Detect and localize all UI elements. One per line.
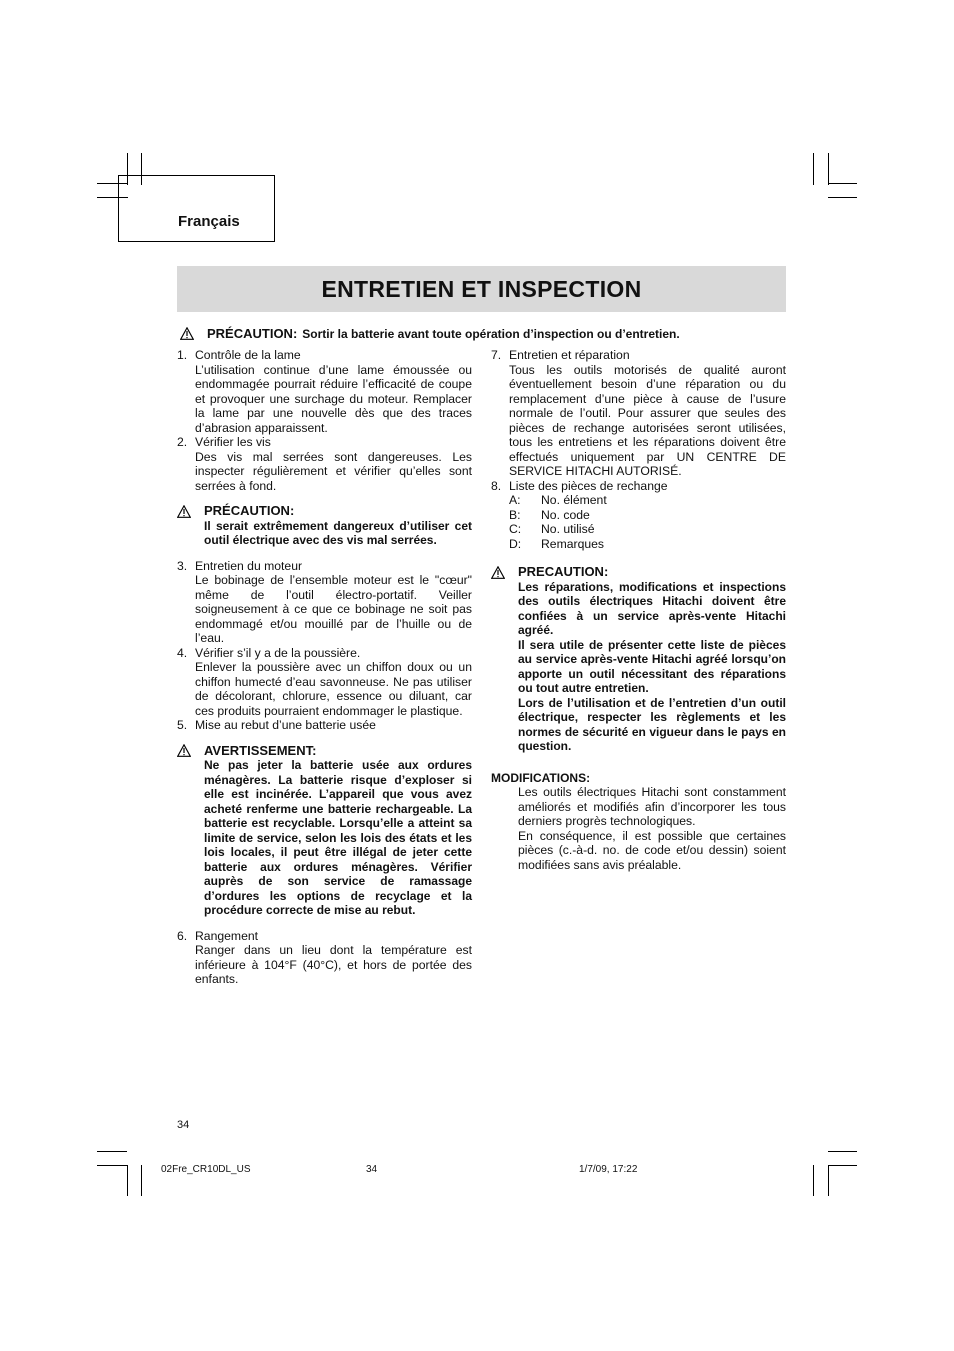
item-number: 4. [177, 645, 188, 660]
item-title: Vérifier s’il y a de la poussière. [195, 645, 361, 660]
warning-block [177, 744, 472, 918]
top-caution [180, 326, 680, 341]
item-number: 6. [177, 928, 188, 943]
top-caution-text: Sortir la batterie avant toute opération d’inspection ou d’entretien. [302, 326, 680, 341]
list-item [177, 718, 472, 733]
list-item [177, 435, 472, 493]
footer-page: 34 [366, 1164, 378, 1175]
left-column [177, 348, 472, 987]
item-title: Entretien et réparation [509, 348, 630, 362]
part-key: A: [509, 493, 521, 507]
warning-label: AVERTISSEMENT: [204, 742, 317, 758]
part-key: D: [509, 536, 522, 551]
caution-label: PRECAUTION: [518, 564, 609, 579]
item-title: Vérifier les vis [195, 435, 271, 449]
item-title: Mise au rebut d’une batterie usée [195, 718, 376, 732]
caution-paragraph: Il sera utile de présenter cette liste de pièces au service après-vente Hitachi agréé lorsqu’on apporte un outil nécessitant des réparations ou tout autre entretien. [518, 637, 786, 695]
item-number: 3. [177, 558, 188, 573]
part-key: B: [509, 507, 521, 522]
parts-list [509, 493, 786, 551]
warning-triangle-icon [177, 505, 191, 518]
part-value: Remarques [541, 536, 604, 551]
modifications-paragraph: Les outils électriques Hitachi sont constamment améliorés et modifiés afin d’incorporer les tous derniers progrès technologiques. [518, 785, 786, 828]
item-title: Rangement [195, 928, 259, 943]
page-title: ENTRETIEN ET INSPECTION [321, 275, 642, 302]
page-number: 34 [177, 1119, 190, 1131]
part-value: No. code [541, 507, 590, 522]
item-title: Entretien du moteur [195, 558, 303, 573]
language-label: Français [178, 213, 240, 230]
warning-triangle-icon [177, 744, 191, 757]
list-item [177, 929, 472, 987]
top-caution-label: PRÉCAUTION: [207, 326, 298, 341]
warning-triangle-icon [180, 327, 194, 340]
right-column [491, 348, 786, 872]
modifications-heading: MODIFICATIONS: [491, 770, 591, 785]
item-title: Liste des pièces de rechange [509, 478, 668, 493]
caution-block [491, 565, 786, 754]
list-item [491, 348, 786, 479]
item-number: 7. [491, 348, 502, 362]
item-number: 2. [177, 435, 188, 449]
item-number: 5. [177, 718, 188, 732]
list-item [177, 646, 472, 719]
item-body: Le bobinage de l’ensemble moteur est le "cœur" même de l’outil électro-portatif. Veiller soigneusement à ce que ce bobinage ne soit pas endommagé et/ou mouillé par de l’huille ou de l’eau. [195, 573, 472, 645]
caution-block [177, 504, 472, 548]
caution-label: PRÉCAUTION: [204, 503, 295, 518]
modifications-paragraph: En conséquence, il est possible que certaines pièces (c.-à-d. no. de code et/ou dessin) soient modifiées sans avis préalable. [518, 828, 786, 872]
item-body: Tous les outils motorisés de qualité auront éventuellement besoin d’une réparation ou du remplacement d’une pièce à cause de l’usure normale de l’outil. Pour assurer que seules des pièces de rechange autorisées seront utilisées, tous les entretiens et les réparations doivent être effectués uniquement par UN CENTRE DE SERVICE HITACHI AUTORISÉ. [509, 362, 786, 478]
section-title-bar [177, 266, 786, 312]
item-number: 8. [491, 478, 502, 493]
item-body: Des vis mal serrées sont dangereuses. Les inspecter régulièrement et vérifier qu’elles sont serrées à fond. [195, 449, 472, 493]
warning-text: Ne pas jeter la batterie usée aux ordures ménagères. La batterie risque d’exploser si elle est incinérée. L’appareil que vous avez acheté renferme une batterie rechargeable. La batterie est recyclable. Lorsqu’elle a atteint sa limite de service, selon les lois des états et les lois locales, il peut être illégal de jeter cette batterie aux ordures ménagères. Vérifier auprès de son service de ramassage d’ordures les options de recyclage et la procédure correcte de mise au rebut. [204, 758, 472, 917]
item-body: L’utilisation continue d’une lame émoussée ou endommagée pourrait réduire l’efficacité de coupe et provoquer une surchage du moteur. Remplacer la lame par une nouvelle dès que des traces d’abrasion apparaissent. [195, 362, 472, 435]
list-item [177, 559, 472, 646]
caution-paragraph: Les réparations, modifications et inspections des outils électriques Hitachi doivent être confiées à un service après-vente Hitachi agréé. [518, 579, 786, 637]
part-value: No. utilisé [541, 522, 595, 536]
item-body: Enlever la poussière avec un chiffon doux ou un chiffon humecté d’eau savonneuse. Ne pas utiliser de décolorant, chlorure, essence ou diluant, car ces produits pourraient endommager le plastique. [195, 660, 472, 718]
list-item [491, 479, 786, 552]
language-tab [118, 175, 275, 242]
item-title: Contrôle de la lame [195, 348, 301, 362]
caution-paragraph: Lors de l’utilisation et de l’entretien d’un outil électrique, respecter les règlements et les normes de sécurité en vigueur dans le pays en question. [518, 695, 786, 753]
part-value: No. élément [541, 493, 607, 507]
footer-date: 1/7/09, 17:22 [579, 1164, 638, 1175]
list-item [177, 348, 472, 435]
footer-file: 02Fre_CR10DL_US [161, 1164, 251, 1175]
item-number: 1. [177, 348, 188, 362]
caution-text: Il serait extrêmement dangereux d’utiliser cet outil électrique avec des vis mal serrées. [204, 518, 472, 547]
warning-triangle-icon [491, 566, 505, 579]
item-body: Ranger dans un lieu dont la température est inférieure à 104°F (40°C), et hors de portée des enfants. [195, 943, 472, 986]
part-key: C: [509, 522, 522, 536]
